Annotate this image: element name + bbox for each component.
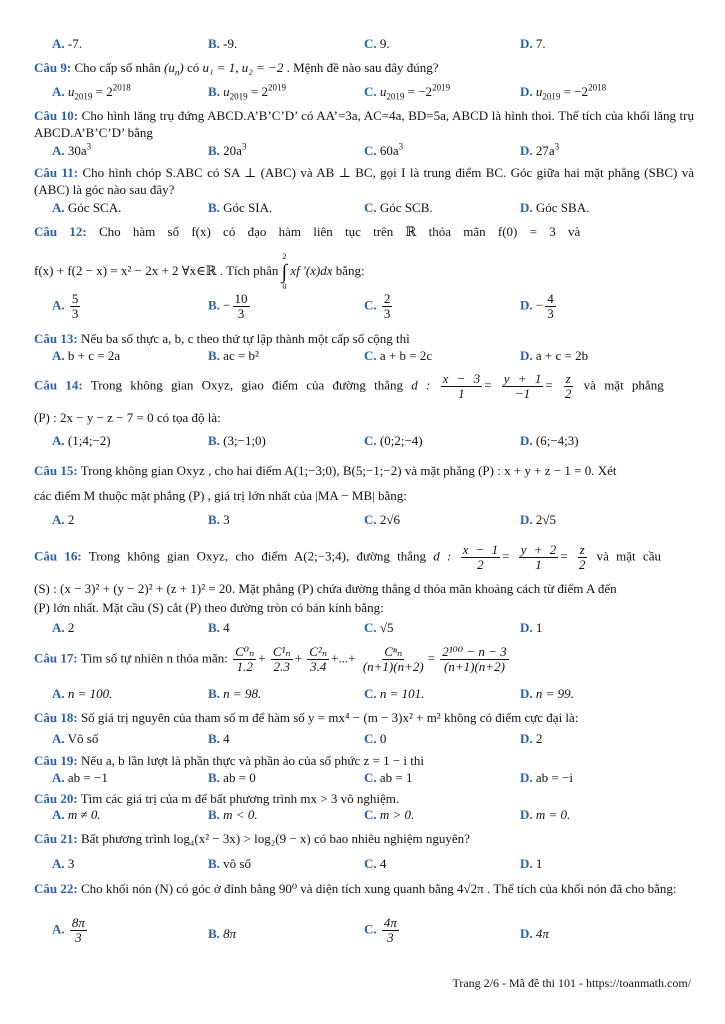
integral-sign: 2 ∫ 0	[281, 252, 288, 291]
option-c: C. 4	[364, 856, 387, 871]
option-a: A. b + c = 2a	[52, 348, 121, 363]
q18-options	[0, 731, 725, 749]
option-c: C. $\frac{4\pi}{3}$	[364, 915, 397, 945]
option-b: B. 8π	[208, 926, 237, 941]
q22-options	[0, 915, 725, 945]
option-b: B. (3;−1;0)	[208, 433, 266, 448]
option-c: C. 0	[364, 731, 387, 746]
option-b: B. Góc SIA.	[208, 200, 273, 215]
question-9: Câu 9: Cho cấp số nhân $(u_n)$ có u₁ = 1, u₂ = −2 . Mệnh đề nào sau đây đúng?	[34, 60, 439, 78]
question-12: Câu 12: Cho hàm số f(x) có đạo hàm liên tục trên ℝ thỏa mãn f(0) = 3 và	[34, 224, 581, 239]
option-b: B. − $\frac{10}{3}$	[208, 291, 248, 321]
option-a: A. -7.	[52, 36, 82, 51]
option-c: C. 2√6	[364, 512, 401, 527]
question-16-line2: (S) : (x − 3)² + (y − 2)² + (z + 1)² = 20. Mặt phẳng (P) chứa đường thẳng d thỏa mãn khoảng cách từ điểm A đến	[34, 581, 617, 596]
option-a: A. Vô số	[52, 731, 99, 746]
q17-options	[0, 686, 725, 704]
option-b: B. vô số	[208, 856, 251, 871]
option-b: B. $u_{2019} = 2^{2019}$	[208, 82, 287, 102]
question-18: Câu 18: Số giá trị nguyên của tham số m để hàm số y = mx⁴ − (m − 3)x² + m² không có điểm cực đại là:	[34, 710, 579, 725]
option-d: D. $u_{2019} = -2^{2018}$	[520, 82, 607, 102]
q16-options	[0, 620, 725, 638]
option-d: D. ab = −i	[520, 770, 573, 785]
option-a: A. n = 100.	[52, 686, 113, 701]
q20-options	[0, 807, 725, 825]
option-a: A. m ≠ 0.	[52, 807, 101, 822]
option-d: D. (6;−4;3)	[520, 433, 579, 448]
question-15-line2: các điểm M thuộc mặt phẳng (P) , giá trị lớn nhất của |MA − MB| bằng:	[34, 488, 407, 503]
option-a: A. $\frac{8\pi}{3}$	[52, 915, 85, 945]
question-10: Câu 10: Cho hình lăng trụ đứng ABCD.A’B’C’D’ có AA’=3a, AC=4a, BD=5a, ABCD là hình thoi. Thể tích của khối lăng trụ ABCD.A’B’C’D’ bằng	[34, 108, 694, 140]
question-22: Câu 22: Cho khối nón (N) có góc ở đỉnh bằng 90⁰ và diện tích xung quanh bằng 4√2π . Thể tích của khối nón đã cho bằng:	[34, 881, 677, 896]
q9-options	[0, 84, 725, 102]
option-a: A. ab = −1	[52, 770, 108, 785]
option-d: D. a + c = 2b	[520, 348, 589, 363]
question-13: Câu 13: Nếu ba số thực a, b, c theo thứ tự lập thành một cấp số cộng thì	[34, 331, 410, 346]
option-d: D. 1	[520, 620, 543, 635]
option-c: C. $u_{2019} = -2^{2019}$	[364, 82, 451, 102]
option-d: D. 4π	[520, 926, 549, 941]
option-a: A. 2	[52, 620, 75, 635]
q19-options	[0, 770, 725, 788]
option-d: D. Góc SBA.	[520, 200, 590, 215]
question-16-line3: (P) lớn nhất. Mặt cầu (S) cắt (P) theo đường tròn có bán kính bằng:	[34, 600, 384, 615]
option-c: C. $60a^3$	[364, 141, 404, 158]
question-16: Câu 16: Trong không gian Oxyz, cho điểm A(2;−3;4), đường thẳng d : $\frac{x - 1}{2}$ = $\frac{y + 2}{1}$ = $\frac{z}{2}$ và mặt cầu	[34, 542, 661, 572]
page-footer: Trang 2/6 - Mã đề thi 101 - https://toanmath.com/	[452, 976, 691, 990]
option-a: A. Góc SCA.	[52, 200, 122, 215]
q21-options	[0, 856, 725, 874]
q12-options	[0, 291, 725, 321]
option-d: D. 7.	[520, 36, 546, 51]
q14-options	[0, 433, 725, 451]
q10-options	[0, 143, 725, 161]
question-15: Câu 15: Trong không gian Oxyz , cho hai điểm A(1;−3;0), B(5;−1;−2) và mặt phẳng (P) : x + y + z − 1 = 0. Xét	[34, 463, 617, 478]
q11-options	[0, 200, 725, 218]
option-b: B. $20a^3$	[208, 141, 247, 158]
option-a: A. 2	[52, 512, 75, 527]
q13-options	[0, 348, 725, 366]
option-a: A. (1;4;−2)	[52, 433, 111, 448]
option-a: A. $30a^3$	[52, 141, 92, 158]
option-c: C. (0;2;−4)	[364, 433, 423, 448]
option-d: D. 2	[520, 731, 543, 746]
question-19: Câu 19: Nếu a, b lần lượt là phần thực và phần ảo của số phức z = 1 − i thì	[34, 753, 424, 768]
option-b: B. m < 0.	[208, 807, 258, 822]
option-d: D. − $\frac{4}{3}$	[520, 291, 554, 321]
option-d: D. $27a^3$	[520, 141, 560, 158]
option-a: A. 3	[52, 856, 75, 871]
option-b: B. 3	[208, 512, 230, 527]
option-c: C. √5	[364, 620, 394, 635]
question-14: Câu 14: Trong không gian Oxyz, giao điểm của đường thẳng d : $\frac{x - 3}{1}$ = $\frac{y + 1}{-1}$ = $\frac{z}{2}$ và mặt phẳng	[34, 371, 664, 401]
option-d: D. n = 99.	[520, 686, 574, 701]
option-c: C. Góc SCB.	[364, 200, 433, 215]
q8-options	[0, 36, 725, 54]
option-a: A. $u_{2019} = 2^{2018}$	[52, 82, 131, 102]
question-12-line2: f(x) + f(2 − x) = x² − 2x + 2 ∀x∈ℝ . Tích phân 2 ∫ 0 xf '(x)dx bằng:	[34, 252, 365, 291]
q15-options	[0, 512, 725, 530]
option-d: D. 1	[520, 856, 543, 871]
option-b: B. 4	[208, 731, 230, 746]
option-b: B. ac = b²	[208, 348, 259, 363]
option-c: C. a + b = 2c	[364, 348, 433, 363]
option-c: C. $\frac{2}{3}$	[364, 291, 391, 321]
option-d: D. m = 0.	[520, 807, 571, 822]
question-17: Câu 17: Tìm số tự nhiên n thỏa mãn: $\frac{\text{C⁰ₙ}}{1.2}$ + $\frac{\text{C¹ₙ}}{2.3}$ + $\frac{\text{C²ₙ}}{3.4}$ +...+ $\frac{\text{Cⁿₙ}}{(n+1)(n+2)}$ = $\frac{\text{2¹⁰⁰ − n − 3}}{(n+1)(n+2)}$	[34, 644, 507, 674]
question-14-line2: (P) : 2x − y − z − 7 = 0 có tọa độ là:	[34, 410, 221, 425]
question-21: Câu 21: Bất phương trình log₄(x² − 3x) > log₂(9 − x) có bao nhiêu nghiệm nguyên?	[34, 831, 470, 846]
question-20: Câu 20: Tìm các giá trị của m để bất phương trình mx > 3 vô nghiệm.	[34, 791, 400, 806]
option-c: C. m > 0.	[364, 807, 415, 822]
option-b: B. -9.	[208, 36, 238, 51]
option-b: B. n = 98.	[208, 686, 262, 701]
option-d: D. 2√5	[520, 512, 557, 527]
option-c: C. 9.	[364, 36, 390, 51]
question-11: Câu 11: Cho hình chóp S.ABC có SA ⊥ (ABC) và AB ⊥ BC, gọi I là trung điểm BC. Góc giữa hai mặt phẳng (SBC) và (ABC) là góc nào sau đây?	[34, 165, 695, 197]
option-b: B. 4	[208, 620, 230, 635]
option-c: C. n = 101.	[364, 686, 425, 701]
option-b: B. ab = 0	[208, 770, 256, 785]
option-a: A. $\frac{5}{3}$	[52, 291, 79, 321]
option-c: C. ab = 1	[364, 770, 413, 785]
